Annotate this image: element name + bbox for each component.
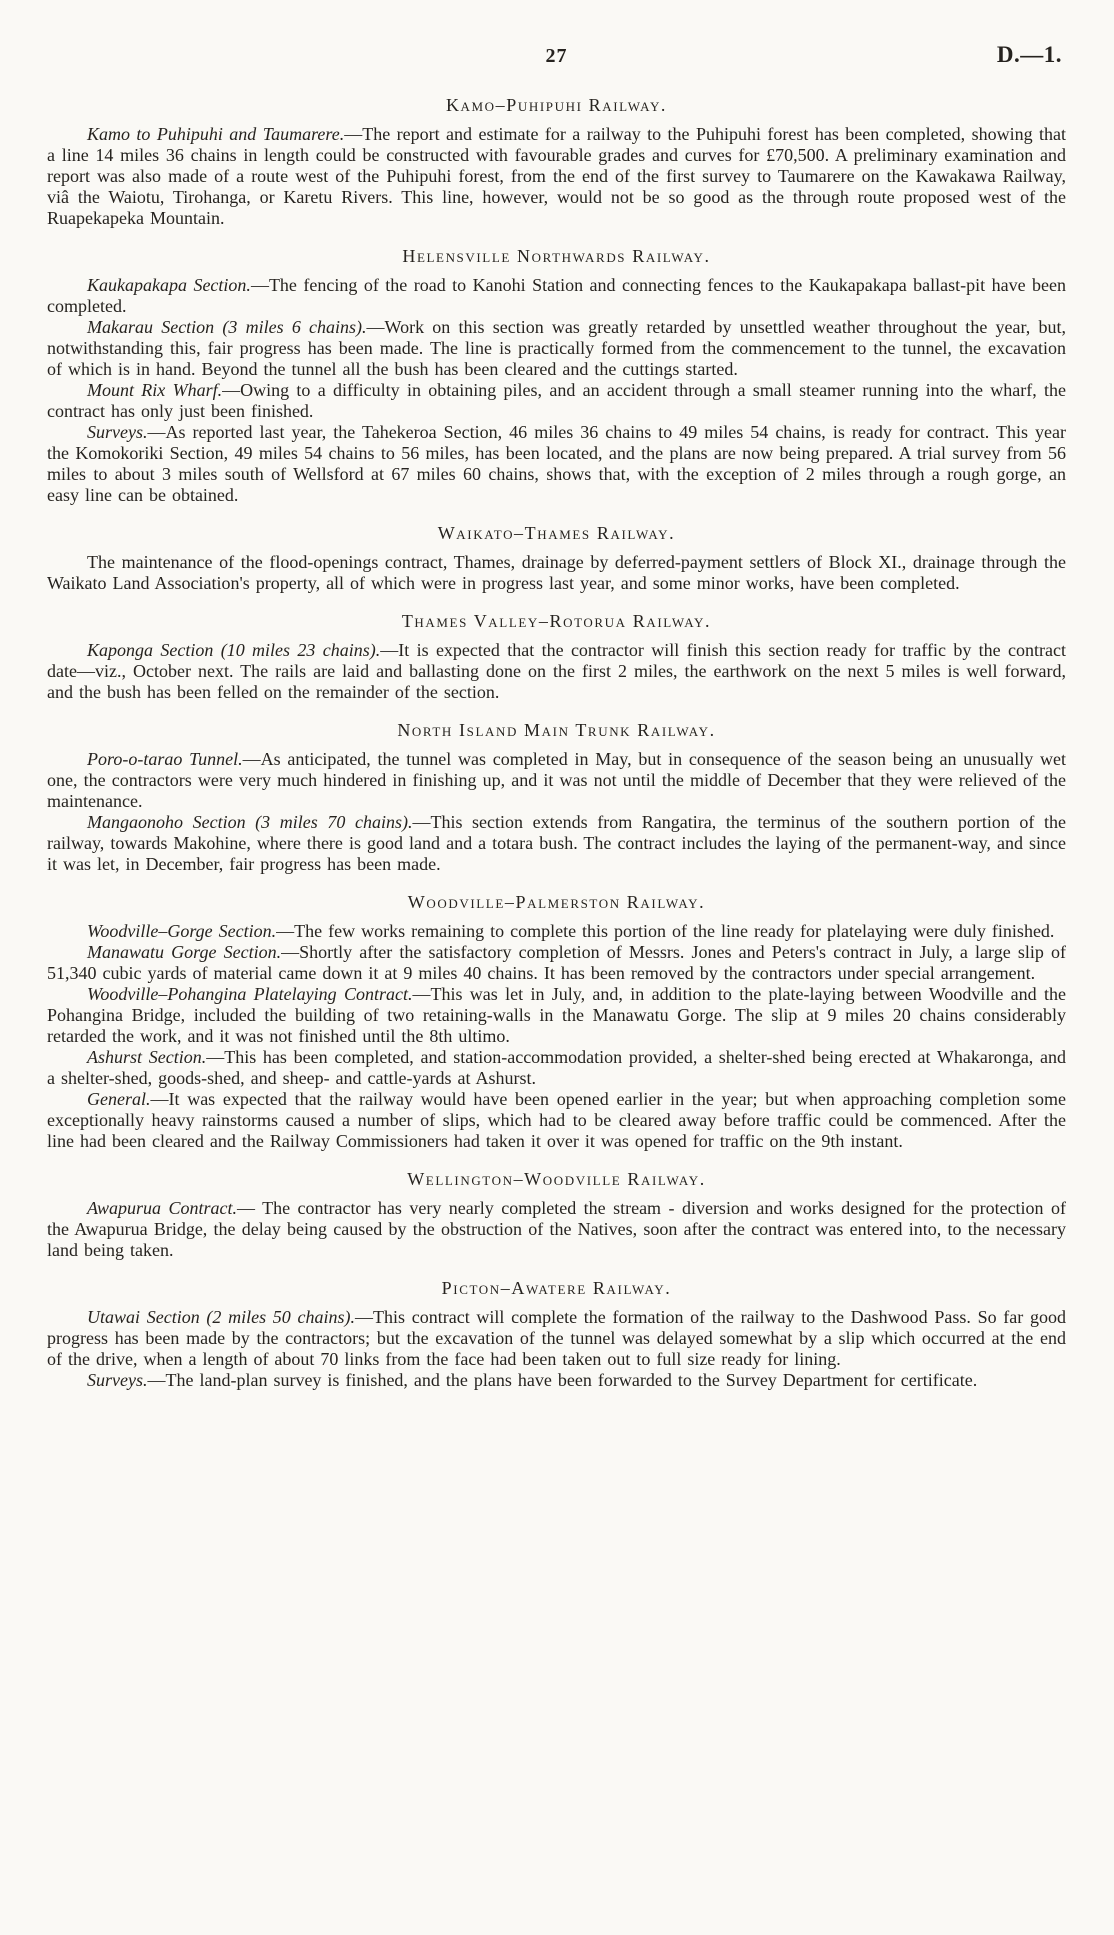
section-heading: Wellington–Woodville Railway. xyxy=(407,1169,706,1189)
paragraph-lead: Surveys. xyxy=(87,1370,148,1390)
section-heading: Picton–Awatere Railway. xyxy=(441,1278,672,1298)
paragraph xyxy=(47,1089,1066,1152)
paragraph xyxy=(47,275,1066,317)
paragraph-text: —The land-plan survey is finished, and the plans have been forwarded to the Survey Department for certificate. xyxy=(147,1370,978,1390)
section-heading: Woodville–Palmerston Railway. xyxy=(407,892,706,912)
paragraph-text: The maintenance of the flood-openings contract, Thames, drainage by deferred-payment settlers of Block XI., drainage through the Waikato Land Association's property, all of which were in progress last year, and some minor works, have been completed. xyxy=(47,552,1066,593)
section-heading: Waikato–Thames Railway. xyxy=(437,523,676,543)
paragraph xyxy=(47,984,1066,1047)
page-header xyxy=(47,44,1066,78)
paragraph xyxy=(47,921,1066,942)
paragraph-text: —As anticipated, the tunnel was completed in May, but in consequence of the season being an unusually wet one, the contractors were very much hindered in finishing up, and it was not until the middle of December that they were relieved of the maintenance. xyxy=(47,749,1066,811)
paragraph-text: —This section extends from Rangatira, the terminus of the southern portion of the railway, towards Makohine, where there is good land and a totara bush. The contract includes the laying of the permanent-way, and since it was let, in December, fair progress has been made. xyxy=(47,812,1066,874)
paragraph-text: —As reported last year, the Tahekeroa Section, 46 miles 36 chains to 49 miles 54 chains, is ready for contract. This year the Komokoriki Section, 49 miles 54 chains to 56 miles, has been located, and the plans are now being prepared. A trial survey from 56 miles to about 3 miles south of Wellsford at 67 miles 60 chains, shows that, with the exception of 2 miles through a rough gorge, an easy line can be obtained. xyxy=(47,422,1066,505)
paragraph-text: —This was let in July, and, in addition to the plate-laying between Woodville and the Pohangina Bridge, included the building of two retaining-walls in the Manawatu Gorge. The slip at 9 miles 20 chains considerably retarded the work, and it was not finished until the 8th ultimo. xyxy=(47,984,1066,1046)
paragraph-lead: Kaponga Section (10 miles 23 chains). xyxy=(87,640,381,660)
paragraph-lead: General. xyxy=(87,1089,151,1109)
paragraph-lead: Kaukapakapa Section. xyxy=(87,275,251,295)
doc-reference: D.—1. xyxy=(996,42,1062,67)
paragraph-text: — The contractor has very nearly completed the stream - diversion and works designed for the protection of the Awapurua Bridge, the delay being caused by the obstruction of the Natives, soon after the contract was entered into, to the necessary land being taken. xyxy=(47,1198,1066,1260)
paragraph-text: —The report and estimate for a railway to the Puhipuhi forest has been completed, showing that a line 14 miles 36 chains in length could be constructed with favourable grades and curves for £70,500. A preliminary examination and report was also made of a route west of the Puhipuhi forest, from the end of the first survey to Taumarere on the Kawakawa Railway, viâ the Waiotu, Tirohanga, or Karetu Rivers. This line, however, would not be so good as the through route proposed west of the Ruapekapeka Mountain. xyxy=(47,124,1066,228)
section-heading: Helensville Northwards Railway. xyxy=(402,246,711,266)
paragraph-lead: Awapurua Contract. xyxy=(87,1198,237,1218)
section-heading: Kamo–Puhipuhi Railway. xyxy=(445,95,668,115)
section-north-island-main-trunk xyxy=(47,720,1066,875)
paragraph xyxy=(47,1307,1066,1370)
paragraph-lead: Ashurst Section. xyxy=(87,1047,207,1067)
paragraph-lead: Manawatu Gorge Section. xyxy=(87,942,282,962)
paragraph xyxy=(47,812,1066,875)
section-helensville-northwards xyxy=(47,246,1066,506)
section-wellington-woodville xyxy=(47,1169,1066,1261)
page-number: 27 xyxy=(545,45,568,67)
paragraph xyxy=(47,640,1066,703)
paragraph-text: —Work on this section was greatly retarded by unsettled weather throughout the year, but, notwithstanding this, fair progress has been made. The line is practically formed from the commencement to the tunnel, the excavation of which is in hand. Beyond the tunnel all the bush has been cleared and the cuttings started. xyxy=(47,317,1066,379)
section-heading: Thames Valley–Rotorua Railway. xyxy=(401,611,712,631)
paragraph xyxy=(47,749,1066,812)
paragraph-lead: Utawai Section (2 miles 50 chains). xyxy=(87,1307,356,1327)
paragraph-lead: Surveys. xyxy=(87,422,148,442)
paragraph-text: —Owing to a difficulty in obtaining piles, and an accident through a small steamer running into the wharf, the contract has only just been finished. xyxy=(47,380,1066,421)
section-heading: North Island Main Trunk Railway. xyxy=(397,720,716,740)
section-waikato-thames xyxy=(47,523,1066,594)
paragraph-lead: Mount Rix Wharf. xyxy=(87,380,223,400)
paragraph xyxy=(47,380,1066,422)
paragraph-text: —The fencing of the road to Kanohi Station and connecting fences to the Kaukapakapa ballast-pit have been completed. xyxy=(47,275,1066,316)
paragraph-text: —Shortly after the satisfactory completion of Messrs. Jones and Peters's contract in July, a large slip of 51,340 cubic yards of material came down it at 9 miles 40 chains. It has been removed by the contractors under special arrangement. xyxy=(47,942,1066,983)
section-woodville-palmerston xyxy=(47,892,1066,1152)
paragraph xyxy=(47,1370,1066,1391)
paragraph-lead: Makarau Section (3 miles 6 chains). xyxy=(87,317,367,337)
paragraph xyxy=(47,552,1066,594)
paragraph-lead: Mangaonoho Section (3 miles 70 chains). xyxy=(87,812,413,832)
paragraph xyxy=(47,422,1066,506)
section-kamo-puhipuhi xyxy=(47,95,1066,229)
paragraph-lead: Kamo to Puhipuhi and Taumarere. xyxy=(87,124,345,144)
paragraph xyxy=(47,124,1066,229)
paragraph-lead: Poro-o-tarao Tunnel. xyxy=(87,749,243,769)
paragraph-text: —This has been completed, and station-accommodation provided, a shelter-shed being erected at Whakaronga, and a shelter-shed, goods-shed, and sheep- and cattle-yards at Ashurst. xyxy=(47,1047,1067,1088)
section-picton-awatere xyxy=(47,1278,1066,1391)
paragraph xyxy=(47,317,1066,380)
paragraph-lead: Woodville–Pohangina Platelaying Contract. xyxy=(87,984,413,1004)
paragraph xyxy=(47,942,1066,984)
paragraph-text: —It was expected that the railway would have been opened earlier in the year; but when approaching completion some exceptionally heavy rainstorms caused a number of slips, which had to be cleared away before traffic could be commenced. After the line had been cleared and the Railway Commissioners had taken it over it was opened for traffic on the 9th instant. xyxy=(47,1089,1066,1151)
section-thames-valley-rotorua xyxy=(47,611,1066,703)
paragraph xyxy=(47,1198,1066,1261)
paragraph-text: —The few works remaining to complete this portion of the line ready for platelaying were duly finished. xyxy=(276,921,1055,941)
paragraph-text: —This contract will complete the formation of the railway to the Dashwood Pass. So far good progress has been made by the contractors; but the excavation of the tunnel was delayed somewhat by a slip which occurred at the end of the drive, when a length of about 70 links from the face had been taken out to full size ready for lining. xyxy=(47,1307,1066,1369)
paragraph-text: —It is expected that the contractor will finish this section ready for traffic by the contract date—viz., October next. The rails are laid and ballasting done on the first 2 miles, the earthwork on the next 5 miles is well forward, and the bush has been felled on the remainder of the section. xyxy=(47,640,1066,702)
paragraph xyxy=(47,1047,1066,1089)
paragraph-lead: Woodville–Gorge Section. xyxy=(87,921,277,941)
